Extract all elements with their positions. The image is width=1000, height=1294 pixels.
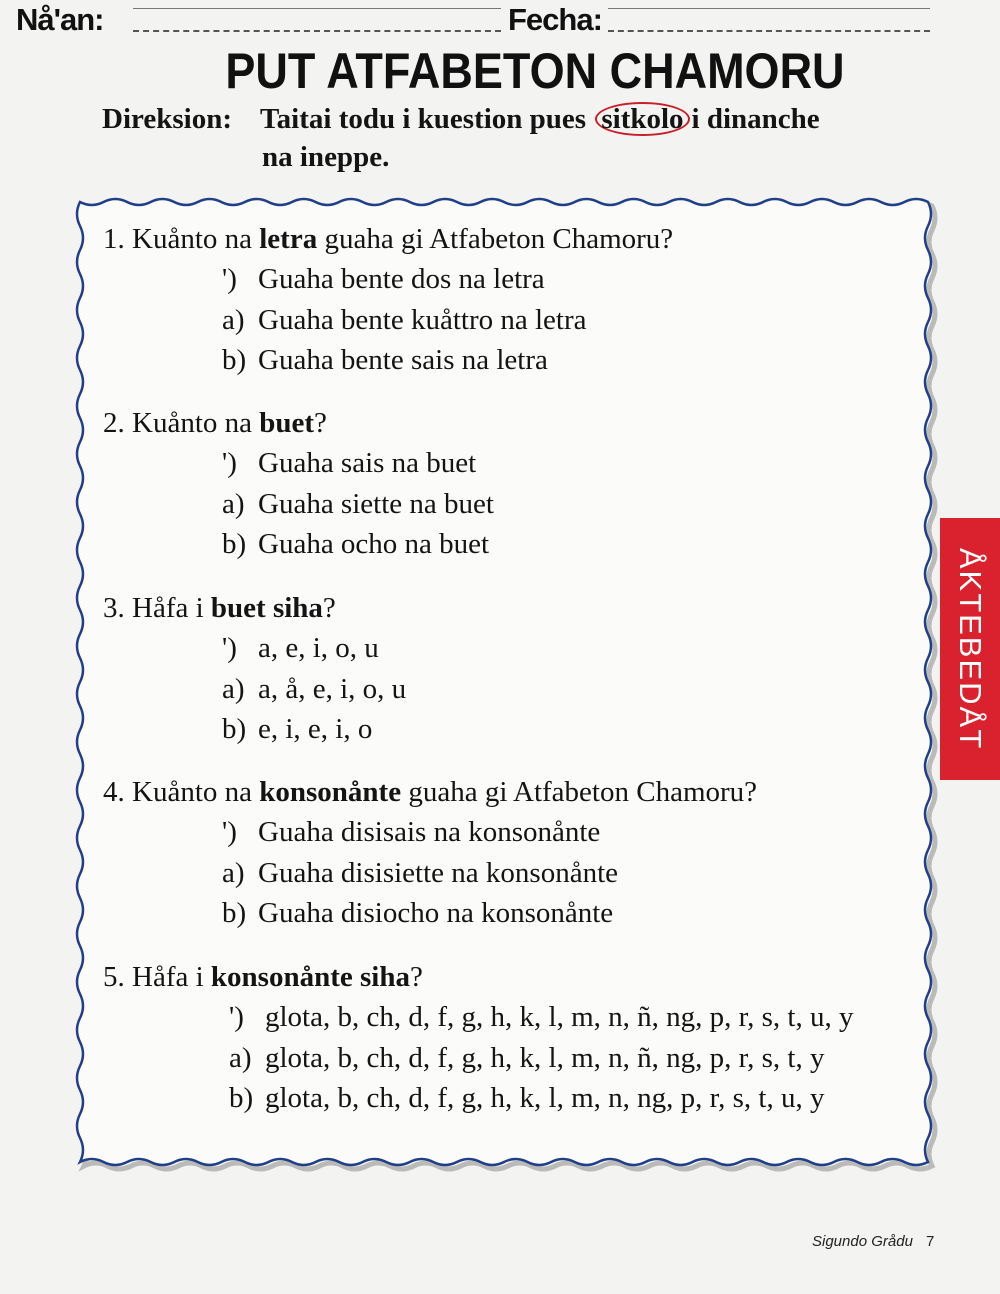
- option-letter: '): [222, 632, 237, 664]
- circled-word: sitkolo: [595, 102, 689, 136]
- answer-option[interactable]: [222, 631, 379, 665]
- option-text: e, i, e, i, o: [258, 713, 373, 745]
- answer-option[interactable]: [222, 446, 476, 480]
- option-text: Guaha disisiette na konsonånte: [258, 856, 618, 889]
- answer-option[interactable]: [229, 1041, 824, 1075]
- answer-option[interactable]: [229, 1000, 853, 1034]
- option-text: glota, b, ch, d, f, g, h, k, l, m, n, ñ, ng, p, r, s, t, y: [265, 1041, 825, 1074]
- question-text-before: Kuånto na: [132, 407, 252, 439]
- option-letter: b): [222, 344, 247, 376]
- option-text: Guaha bente dos na letra: [258, 263, 545, 295]
- option-text: Guaha ocho na buet: [258, 528, 490, 560]
- question-5: [103, 960, 423, 994]
- question-4: [103, 775, 757, 809]
- option-letter: a): [222, 856, 245, 889]
- question-2: [103, 406, 327, 440]
- question-keyword: buet siha: [210, 592, 323, 624]
- name-label: Nå'an:: [16, 2, 104, 37]
- option-text: Guaha sais na buet: [258, 447, 477, 479]
- question-number: 3.: [103, 592, 125, 624]
- question-number: 5.: [103, 961, 125, 993]
- option-text: glota, b, ch, d, f, g, h, k, l, m, n, ñ, ng, p, r, s, t, u, y: [265, 1001, 854, 1033]
- directions-text-before: Taitai todu i kuestion pues: [260, 103, 587, 135]
- date-label: Fecha:: [508, 2, 602, 37]
- option-text: Guaha disiocho na konsonånte: [258, 897, 614, 929]
- question-text-after: guaha gi Atfabeton Chamoru?: [408, 776, 758, 808]
- footer-book-title: Sigundo Grådu: [812, 1233, 913, 1250]
- question-text-after: guaha gi Atfabeton Chamoru?: [324, 223, 674, 255]
- option-letter: a): [222, 487, 245, 520]
- answer-option[interactable]: [229, 1081, 824, 1115]
- option-letter: '): [229, 1001, 244, 1033]
- question-text-before: Håfa i: [132, 961, 204, 993]
- option-text: Guaha disisais na konsonånte: [258, 816, 601, 848]
- option-text: Guaha siette na buet: [258, 487, 494, 520]
- page-number: 7: [926, 1233, 935, 1250]
- option-letter: b): [222, 713, 247, 745]
- question-1: [103, 222, 673, 256]
- answer-option[interactable]: [222, 262, 545, 296]
- option-letter: '): [222, 447, 237, 479]
- question-text-after: ?: [409, 961, 423, 993]
- answer-option[interactable]: [222, 672, 406, 706]
- question-text-after: ?: [314, 407, 327, 439]
- option-letter: a): [222, 303, 245, 336]
- answer-option[interactable]: [222, 712, 372, 746]
- answer-option[interactable]: [222, 856, 618, 890]
- option-text: a, e, i, o, u: [258, 632, 379, 664]
- answer-option[interactable]: [222, 487, 494, 521]
- option-letter: b): [222, 528, 247, 560]
- option-text: Guaha bente sais na letra: [258, 344, 548, 376]
- question-text-before: Kuånto na: [132, 776, 252, 808]
- option-letter: b): [222, 897, 247, 929]
- option-text: glota, b, ch, d, f, g, h, k, l, m, n, ng, p, r, s, t, u, y: [265, 1082, 825, 1114]
- option-text: Guaha bente kuåttro na letra: [258, 303, 587, 336]
- question-text-before: Kuånto na: [132, 223, 252, 255]
- side-tab-label: ÅKTEBEDÅT: [953, 547, 988, 751]
- option-text: a, å, e, i, o, u: [258, 672, 407, 705]
- answer-option[interactable]: [222, 896, 613, 930]
- question-keyword: letra: [259, 223, 318, 255]
- side-tab: [940, 518, 1000, 780]
- option-letter: '): [222, 816, 237, 848]
- directions-text-after: i dinanche: [691, 103, 820, 135]
- question-keyword: konsonånte siha: [210, 961, 410, 993]
- question-number: 1.: [103, 223, 125, 255]
- answer-option[interactable]: [222, 343, 548, 377]
- option-letter: '): [222, 263, 237, 295]
- page-title: PUT ATFABETON CHAMORU: [225, 43, 845, 99]
- question-text-before: Håfa i: [132, 592, 204, 624]
- question-number: 2.: [103, 407, 125, 439]
- directions-label: Direksion:: [102, 103, 232, 135]
- option-letter: b): [229, 1082, 254, 1114]
- directions-line-2: na ineppe.: [262, 141, 390, 173]
- answer-option[interactable]: [222, 303, 587, 337]
- answer-option[interactable]: [222, 527, 489, 561]
- question-keyword: buet: [259, 407, 315, 439]
- question-text-after: ?: [322, 592, 336, 624]
- question-number: 4.: [103, 776, 125, 808]
- question-3: [103, 591, 336, 625]
- answer-option[interactable]: [222, 815, 600, 849]
- question-keyword: konsonånte: [259, 776, 402, 808]
- option-letter: a): [229, 1041, 252, 1074]
- option-letter: a): [222, 672, 245, 705]
